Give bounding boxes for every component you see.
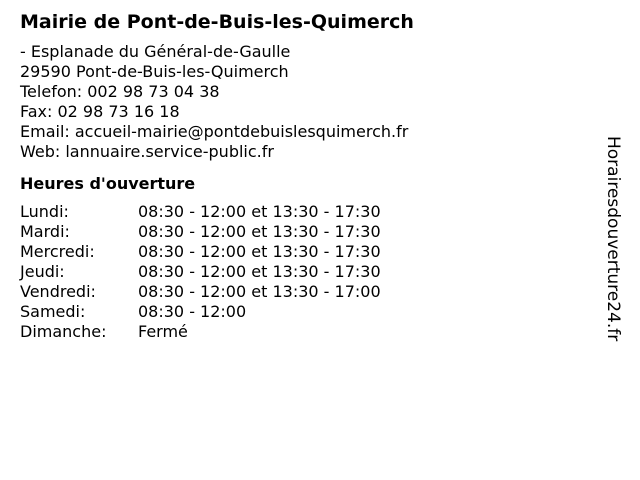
- day-hours: 08:30 - 12:00: [138, 302, 247, 321]
- day-label: Mardi:: [20, 222, 70, 241]
- site-watermark: Horairesdouverture24.fr: [603, 136, 623, 342]
- day-hours: 08:30 - 12:00 et 13:30 - 17:30: [138, 242, 381, 261]
- business-card: [20, 10, 600, 342]
- day-hours: 08:30 - 12:00 et 13:30 - 17:30: [138, 262, 381, 281]
- day-label: Dimanche:: [20, 322, 107, 341]
- page-title: Mairie de Pont-de-Buis-les-Quimerch: [20, 11, 414, 33]
- day-label: Samedi:: [20, 302, 86, 321]
- hours-row-monday: [20, 202, 600, 222]
- day-label: Lundi:: [20, 202, 69, 221]
- opening-hours-table: [20, 202, 600, 342]
- hours-row-saturday: [20, 302, 600, 322]
- contact-info: [20, 42, 600, 162]
- day-label: Mercredi:: [20, 242, 95, 261]
- phone-line: Telefon: 002 98 73 04 38: [20, 82, 220, 101]
- hours-row-tuesday: [20, 222, 600, 242]
- day-hours: 08:30 - 12:00 et 13:30 - 17:30: [138, 222, 381, 241]
- fax-line: Fax: 02 98 73 16 18: [20, 102, 180, 121]
- day-hours: 08:30 - 12:00 et 13:30 - 17:30: [138, 202, 381, 221]
- day-label: Vendredi:: [20, 282, 96, 301]
- day-label: Jeudi:: [20, 262, 65, 281]
- hours-row-wednesday: [20, 242, 600, 262]
- hours-row-friday: [20, 282, 600, 302]
- hours-row-sunday: [20, 322, 600, 342]
- opening-hours-heading: Heures d'ouverture: [20, 174, 196, 193]
- email-line: Email: accueil-mairie@pontdebuislesquimerch.fr: [20, 122, 409, 141]
- day-hours: Fermé: [138, 322, 188, 341]
- web-line: Web: lannuaire.service-public.fr: [20, 142, 274, 161]
- day-hours: 08:30 - 12:00 et 13:30 - 17:00: [138, 282, 381, 301]
- address-line-1: - Esplanade du Général-de-Gaulle: [20, 42, 291, 61]
- address-line-2: 29590 Pont-de-Buis-les-Quimerch: [20, 62, 289, 81]
- hours-row-thursday: [20, 262, 600, 282]
